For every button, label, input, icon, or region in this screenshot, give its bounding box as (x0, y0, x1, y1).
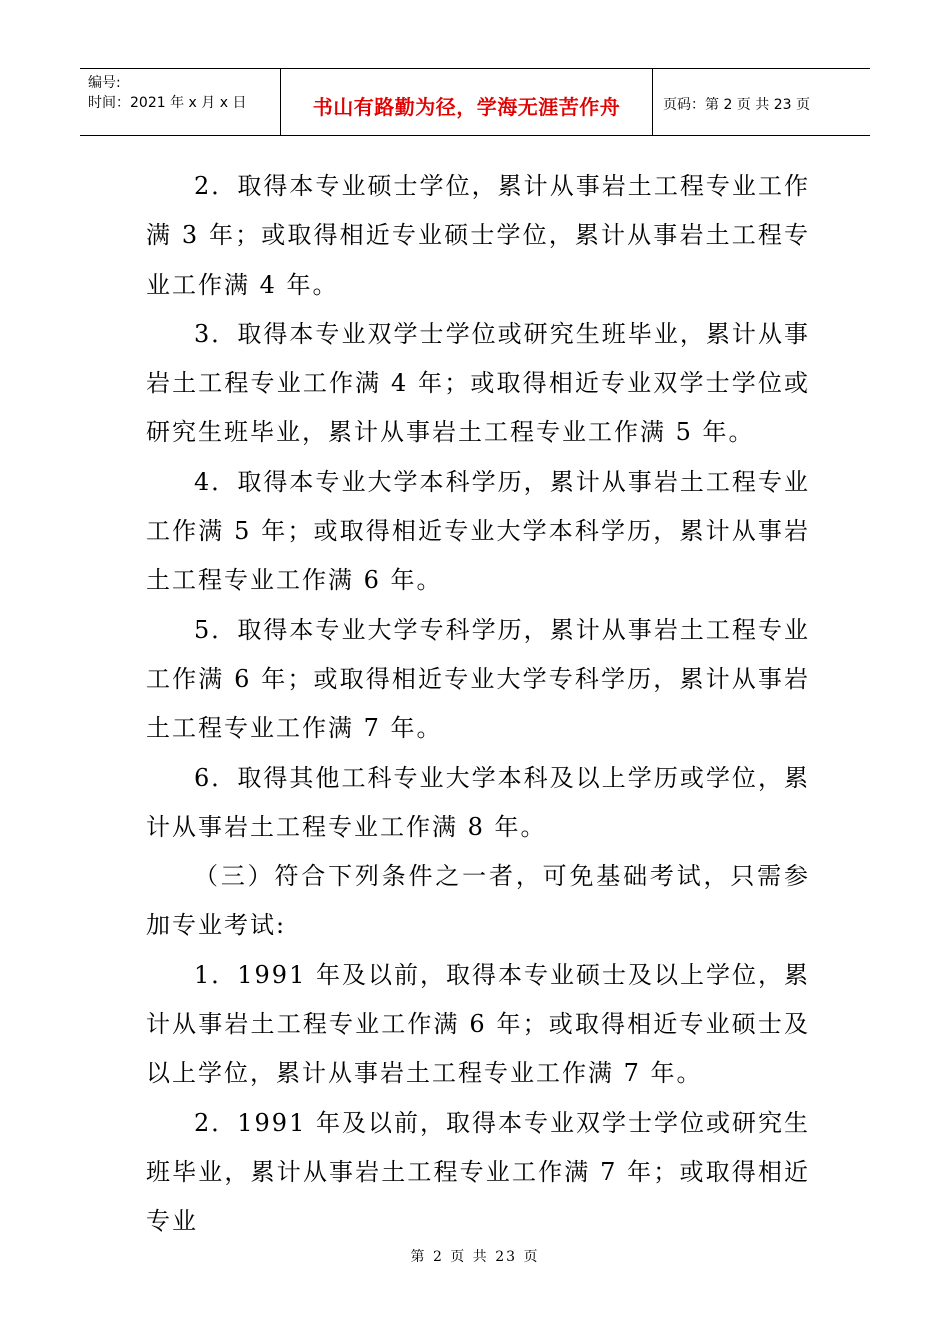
document-number-label: 编号: (88, 75, 121, 91)
document-body (146, 162, 810, 1247)
paragraph-item-5-college: 5．取得本专业大学专科学历，累计从事岩土工程专业工作满 6 年；或取得相近专业大学专科学历，累计从事岩土工程专业工作满 7 年。 (146, 615, 810, 743)
header-page-info: 页码：第 2 页 共 23 页 (663, 97, 810, 113)
page-header (80, 68, 870, 136)
paragraph-item-2-master: 2．取得本专业硕士学位，累计从事岩土工程专业工作满 3 年；或取得相近专业硕士学位，累计从事岩土工程专业工作满 4 年。 (146, 172, 810, 299)
paragraph-item-6-other: 6．取得其他工科专业大学本科及以上学历或学位，累计从事岩土工程专业工作满 8 年。 (146, 763, 810, 841)
paragraph-exempt-item-2: 2．1991 年及以前，取得本专业双学士学位或研究生班毕业，累计从事岩土工程专业工作满 7 年；或取得相近专业 (146, 1108, 810, 1236)
page-footer: 第 2 页 共 23 页 (410, 1249, 540, 1265)
paragraph-exempt-item-1: 1．1991 年及以前，取得本专业硕士及以上学位，累计从事岩土工程专业工作满 6 年；或取得相近专业硕士及以上学位，累计从事岩土工程专业工作满 7 年。 (146, 960, 810, 1088)
paragraph-item-4-bachelor: 4．取得本专业大学本科学历，累计从事岩土工程专业工作满 5 年；或取得相近专业大学本科学历，累计从事岩土工程专业工作满 6 年。 (146, 467, 810, 595)
header-motto: 书山有路勤为径，学海无涯苦作舟 (281, 69, 653, 135)
document-date-label: 时间：2021 年 x 月 x 日 (88, 95, 247, 111)
section-heading-exemption: （三）符合下列条件之一者，可免基础考试，只需参加专业考试: (146, 862, 810, 940)
header-meta (80, 69, 281, 135)
paragraph-item-3-double-bachelor: 3．取得本专业双学士学位或研究生班毕业，累计从事岩土工程专业工作满 4 年；或取得相近专业双学士学位或研究生班毕业，累计从事岩土工程专业工作满 5 年。 (146, 319, 810, 447)
